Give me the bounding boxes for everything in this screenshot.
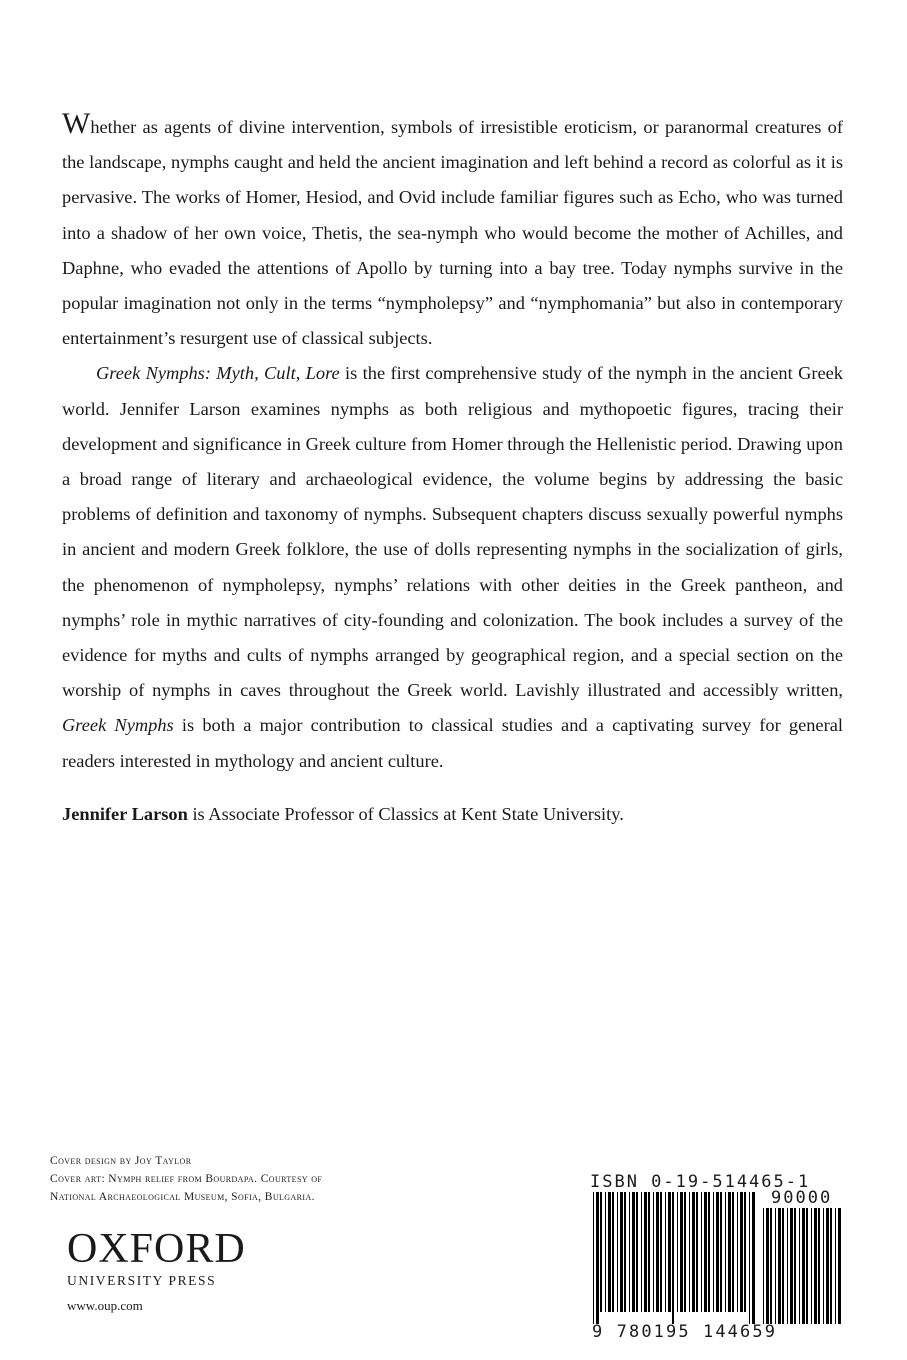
barcode-bar <box>704 1192 707 1312</box>
barcode-bar <box>600 1192 602 1312</box>
addon-digits: 90000 <box>771 1188 833 1208</box>
barcode-bar <box>720 1192 722 1312</box>
paragraph-2-text-b: is both a major contribution to classical studies and a captivating survey for general readers interested in mythology and ancient culture. <box>62 715 843 771</box>
barcode-bar <box>668 1192 671 1312</box>
isbn-text: ISBN 0-19-514465-1 <box>590 1172 811 1192</box>
addon-barcode-bars <box>763 1208 841 1324</box>
paragraph-2-text-a: is the first comprehensive study of the nymph in the ancient Greek world. Jennifer Larson examines nymphs as both religious and mythopoetic figures, tracing their development and significance in Greek culture from Homer through the Hellenistic period. Drawing upon a broad range of literary and archaeological evidence, the volume begins by addressing the basic problems of definition and taxonomy of nymphs. Subsequent chapters discuss sexually powerful nymphs in ancient and modern Greek folklore, the use of dolls representing nymphs in the socialization of girls, the phenomenon of nympholepsy, nymphs’ relations with other deities in the Greek pantheon, and nymphs’ role in mythic narratives of city-founding and colonization. The book includes a survey of the evidence for myths and cults of nymphs arranged by geographical region, and a special section on the worship of nymphs in caves throughout the Greek world. Lavishly illustrated and accessibly written, <box>62 363 843 701</box>
barcode-bar <box>752 1192 755 1324</box>
credit-line-design: Cover design by Joy Taylor <box>50 1155 192 1167</box>
barcode-bar <box>593 1192 594 1324</box>
barcode-bar <box>763 1208 764 1324</box>
publisher-press: UNIVERSITY PRESS <box>67 1273 217 1288</box>
barcode-bar <box>725 1192 726 1312</box>
barcode-bar <box>620 1192 623 1312</box>
barcode-bar <box>811 1208 812 1324</box>
description-paragraph-2 <box>62 356 843 778</box>
barcode-bar <box>692 1192 695 1312</box>
barcode-bar <box>818 1208 820 1324</box>
barcode-bar <box>617 1192 618 1312</box>
barcode-bar <box>684 1192 686 1312</box>
barcode-bar <box>653 1192 654 1312</box>
barcode-bar <box>648 1192 650 1312</box>
author-bio <box>62 797 843 832</box>
author-bio-text: is Associate Professor of Classics at Kent State University. <box>187 803 624 824</box>
barcode-bar <box>770 1208 772 1324</box>
barcode-bar <box>728 1192 731 1312</box>
barcode-bar <box>696 1192 698 1312</box>
oxford-logo <box>67 1228 246 1289</box>
paragraph-1-text: hether as agents of divine intervention, symbols of irresistible eroticism, or paranormal creatures of the landscape, nymphs caught and held the ancient imagination and left behind a record as colorful as it is pervasive. The works of Homer, Hesiod, and Ovid include familiar figures such as Echo, who was turned into a shadow of her own voice, Thetis, the sea-nymph who would become the mother of Achilles, and Daphne, who evaded the attentions of Apollo by turning into a bay tree. Today nymphs survive in the popular imagination not only in the terms “nympholepsy” and “nymphomania” but also in contemporary entertainment’s resurgent use of classical subjects. <box>62 117 843 349</box>
barcode-bar <box>835 1208 836 1324</box>
barcode-bar <box>740 1192 743 1312</box>
barcode-bar <box>608 1192 611 1312</box>
barcode-bar <box>794 1208 796 1324</box>
barcode-bar <box>632 1192 635 1312</box>
barcode-bar <box>782 1208 784 1324</box>
drop-cap: W <box>62 107 91 140</box>
barcode-bar <box>787 1208 788 1324</box>
barcode-bar <box>744 1192 746 1312</box>
credit-line-museum: National Archaeological Museum, Sofia, Bulgaria. <box>50 1191 315 1203</box>
book-description <box>62 107 843 832</box>
barcode-bar <box>806 1208 808 1324</box>
barcode-bar <box>732 1192 734 1312</box>
author-name: Jennifer Larson <box>62 803 188 824</box>
barcode-bar <box>716 1192 719 1312</box>
barcode-bar <box>641 1192 642 1312</box>
book-title-italic: Greek Nymphs: Myth, Cult, Lore <box>96 363 340 384</box>
description-paragraph-1 <box>62 107 843 356</box>
barcode-bar <box>644 1192 647 1312</box>
barcode-bar <box>677 1192 678 1312</box>
barcode-bar <box>802 1208 805 1324</box>
barcode-bar <box>629 1192 630 1312</box>
barcode-bar <box>749 1192 750 1324</box>
barcode-bar <box>826 1208 829 1324</box>
barcode-bar <box>660 1192 662 1312</box>
barcode-bar <box>790 1208 793 1324</box>
barcode-bar <box>830 1208 832 1324</box>
publisher-url: www.oup.com <box>67 1298 143 1313</box>
barcode-bar <box>624 1192 626 1312</box>
barcode-bar <box>775 1208 776 1324</box>
barcode-bar <box>778 1208 781 1324</box>
cover-credits <box>50 1152 470 1206</box>
barcode-bar <box>814 1208 817 1324</box>
barcode-bar <box>737 1192 738 1312</box>
barcode-bar <box>766 1208 769 1324</box>
barcode-bar <box>680 1192 683 1312</box>
barcode-bar <box>689 1192 690 1312</box>
barcode-bar <box>672 1192 674 1324</box>
barcode-bar <box>823 1208 824 1324</box>
barcode-bar <box>838 1208 841 1324</box>
barcode-bar <box>701 1192 702 1312</box>
barcode-bar <box>665 1192 666 1312</box>
ean-digits: 9 780195 144659 <box>592 1322 778 1342</box>
ean-barcode-bars <box>593 1192 755 1324</box>
barcode-bar <box>656 1192 659 1312</box>
barcode-bar <box>713 1192 714 1312</box>
barcode-bar <box>636 1192 638 1312</box>
book-title-short-italic: Greek Nymphs <box>62 715 174 736</box>
credit-line-art: Cover art: Nymph relief from Bourdapa. Courtesy of <box>50 1173 323 1185</box>
barcode-bar <box>596 1192 599 1324</box>
barcode-bar <box>605 1192 606 1312</box>
barcode-bar <box>708 1192 710 1312</box>
barcode-bar <box>799 1208 800 1324</box>
barcode-bar <box>612 1192 614 1312</box>
publisher-name: OXFORD <box>67 1226 246 1272</box>
